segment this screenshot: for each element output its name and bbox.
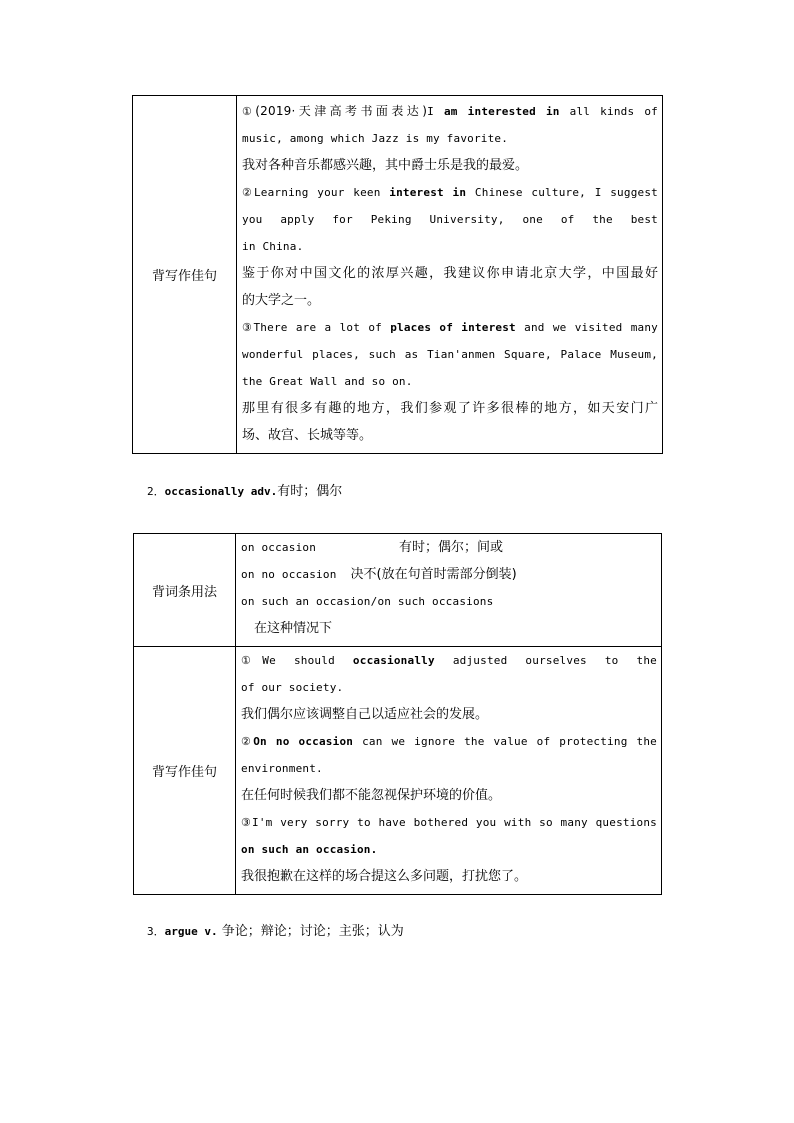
t2-sentence-3-translation: 我很抱歉在这样的场合提这么多问题，打扰您了。 — [241, 869, 528, 884]
usage-item-3: on such an occasion/on such occasions — [241, 595, 494, 608]
vocab-heading-argue — [147, 920, 404, 939]
usage-item-1: on occasion 有时；偶尔；间或 — [241, 540, 504, 555]
sentence-3-line-1: ③There are a lot of places of interest and we visited many — [242, 321, 658, 334]
sentence-1-line-2: music, among which Jazz is my favorite. — [242, 132, 509, 145]
t2-sentence-1-line-2: of our society. — [241, 681, 344, 694]
sentence-2-line-2: you apply for Peking University, one of the best — [242, 213, 658, 226]
vocab-pos-3: v. — [197, 925, 218, 938]
sentence-3-line-2: wonderful places, such as Tian'anmen Square, Palace Museum, — [242, 348, 658, 361]
t2-sentence-3-line-1: ③I'm very sorry to have bothered you with so many questions — [241, 816, 657, 829]
row-label-writing-sentences-2: 背写作佳句 — [134, 647, 236, 895]
vocab-pos: adv. — [244, 485, 278, 498]
vocab-meaning-3: 争论；辩论；讨论；主张；认为 — [217, 924, 404, 939]
vocab-heading-occasionally — [147, 480, 342, 499]
usage-item-2: on no occasion 决不(放在句首时需部分倒装) — [241, 567, 517, 582]
sentence-1-translation: 我对各种音乐都感兴趣，其中爵士乐是我的最爱。 — [242, 158, 529, 173]
t2-sentence-1-translation: 我们偶尔应该调整自己以适应社会的发展。 — [241, 707, 489, 722]
t2-sentence-3-line-2: on such an occasion. — [241, 843, 378, 856]
sentence-2-line-1: ②Learning your keen interest in Chinese culture, I suggest — [242, 186, 658, 199]
t2-sentence-2-translation: 在任何时候我们都不能忽视保护环境的价值。 — [241, 788, 502, 803]
sentence-3-line-3: the Great Wall and so on. — [242, 375, 413, 388]
sentence-2-line-3: in China. — [242, 240, 304, 253]
vocab-number: 2． — [147, 485, 165, 498]
example-sentences-table-1 — [132, 95, 663, 454]
sentence-2-translation-2: 的大学之一。 — [242, 293, 321, 308]
row-label-word-usage: 背词条用法 — [134, 534, 236, 647]
row-label-writing-sentences: 背写作佳句 — [133, 96, 237, 454]
t2-sentence-2-line-2: environment. — [241, 762, 323, 775]
vocab-meaning: 有时；偶尔 — [277, 484, 343, 499]
vocab-word-3: argue — [164, 925, 198, 938]
writing-sentences-cell-2 — [236, 647, 662, 895]
vocab-number-3: 3． — [147, 925, 165, 938]
t2-sentence-1-line-1: ①We should occasionally adjusted ourselves to the — [241, 654, 657, 667]
word-usage-cell — [236, 534, 662, 647]
example-sentences-table-2 — [133, 533, 662, 895]
sentence-3-translation-1: 那里有很多有趣的地方，我们参观了许多很棒的地方，如天安门广 — [242, 401, 658, 416]
usage-item-3-meaning: 在这种情况下 — [254, 621, 333, 636]
t2-sentence-2-line-1: ②On no occasion can we ignore the value of protecting the — [241, 735, 657, 748]
sentence-2-translation-1: 鉴于你对中国文化的浓厚兴趣，我建议你申请北京大学，中国最好 — [242, 266, 658, 281]
sentence-1-line-1: ①(2019·天津高考书面表达)I am interested in all kinds of — [242, 104, 658, 118]
sentence-3-translation-2: 场、故宫、长城等等。 — [242, 428, 373, 443]
writing-sentences-cell — [237, 96, 663, 454]
vocab-word: occasionally — [164, 485, 245, 498]
